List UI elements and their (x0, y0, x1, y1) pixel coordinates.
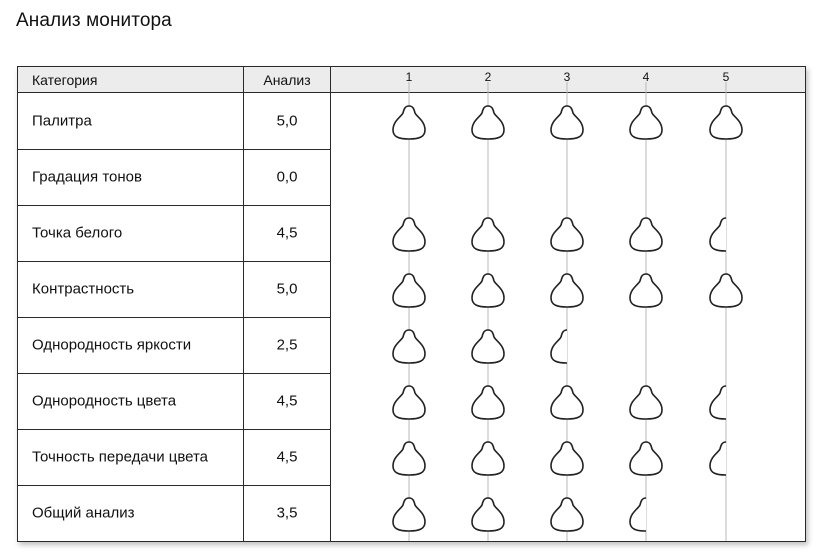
header-scale-4: 4 (642, 70, 650, 84)
pear-icon (710, 106, 742, 139)
pear-icon (630, 106, 662, 139)
pear-icon (630, 386, 662, 419)
pear-half-icon (630, 498, 662, 531)
table-row (18, 429, 331, 486)
pear-icon (551, 498, 583, 531)
pear-icon (551, 218, 583, 251)
pear-icon (710, 274, 742, 307)
table-row (18, 205, 331, 262)
pear-half-icon (710, 218, 742, 251)
row-category: Контрастность (32, 280, 135, 298)
pear-icon (472, 106, 504, 139)
row-score: 2,5 (276, 336, 298, 354)
row-category: Градация тонов (32, 168, 142, 186)
pear-icon (393, 274, 425, 307)
row-category: Палитра (32, 112, 92, 130)
pear-icon (393, 386, 425, 419)
pear-icon (472, 218, 504, 251)
row-score: 4,5 (276, 224, 298, 242)
pear-icon (472, 442, 504, 475)
page-title: Анализ монитора (16, 10, 172, 31)
pear-icon (551, 442, 583, 475)
row-score: 0,0 (276, 168, 298, 186)
pear-icon (551, 386, 583, 419)
pear-icon (472, 386, 504, 419)
header-scale-3: 3 (563, 70, 571, 84)
pear-half-icon (710, 442, 742, 475)
table-row (18, 261, 331, 318)
row-category: Однородность цвета (32, 392, 177, 410)
rating-scale (331, 67, 804, 541)
header-scale-5: 5 (722, 70, 730, 84)
table-row (18, 317, 331, 374)
pear-icon (393, 106, 425, 139)
pear-icon (393, 442, 425, 475)
pear-icon (472, 498, 504, 531)
header-scale-2: 2 (484, 70, 492, 84)
table-row (18, 93, 331, 150)
row-score: 5,0 (276, 112, 298, 130)
pear-icon (630, 218, 662, 251)
pear-half-icon (551, 330, 583, 363)
pear-icon (630, 442, 662, 475)
table-row (18, 485, 331, 541)
rating-table (17, 66, 806, 542)
row-category: Однородность яркости (32, 336, 192, 354)
pear-icon (393, 330, 425, 363)
row-score: 5,0 (276, 280, 298, 298)
pear-icon (551, 106, 583, 139)
pear-icon (551, 274, 583, 307)
pear-icon (472, 330, 504, 363)
row-category: Точность передачи цвета (32, 448, 209, 466)
pear-icon (630, 274, 662, 307)
pear-icon (472, 274, 504, 307)
pear-half-icon (710, 386, 742, 419)
header-category: Категория (32, 72, 98, 88)
header-scale-1: 1 (405, 70, 413, 84)
row-category: Общий анализ (32, 504, 135, 522)
row-score: 4,5 (276, 392, 298, 410)
row-score: 4,5 (276, 448, 298, 466)
row-category: Точка белого (32, 224, 123, 242)
header-score: Анализ (263, 72, 311, 88)
table-row (18, 149, 331, 206)
table-row (18, 373, 331, 430)
pear-icon (393, 498, 425, 531)
row-score: 3,5 (276, 504, 298, 522)
pear-icon (393, 218, 425, 251)
